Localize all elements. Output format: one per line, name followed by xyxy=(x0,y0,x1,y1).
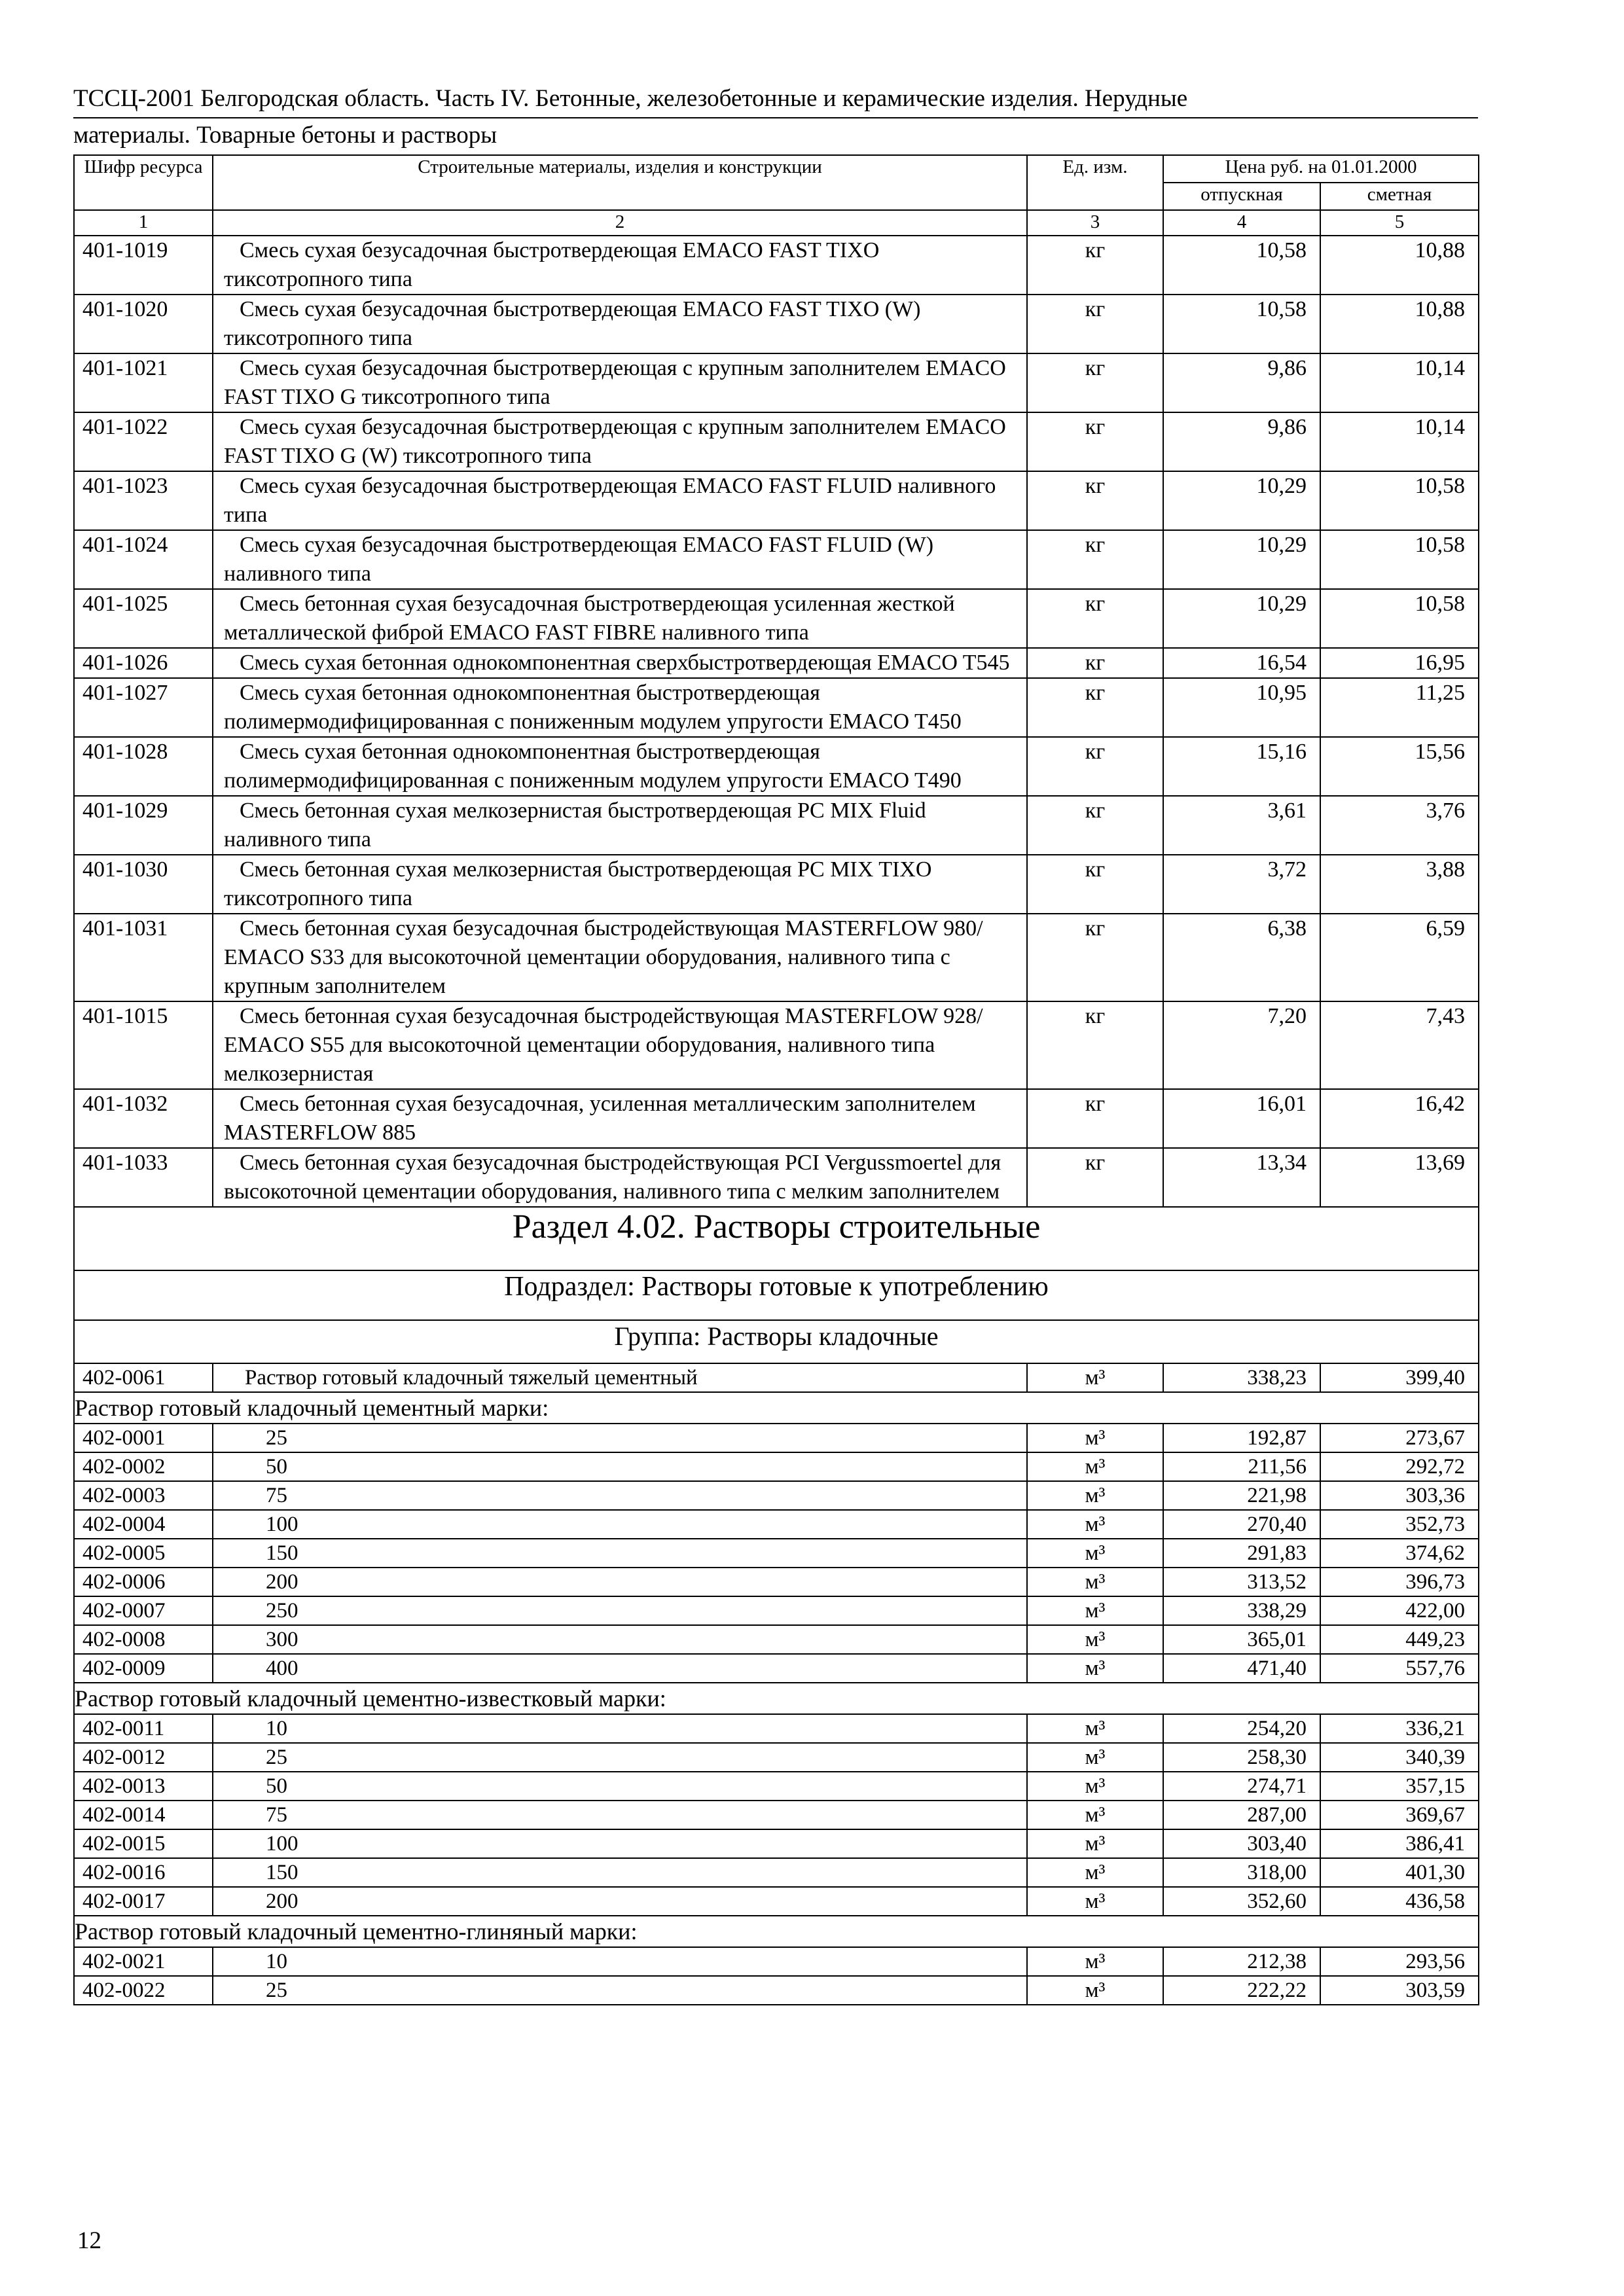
table-row xyxy=(74,1654,1479,1683)
row-release-price: 318,00 xyxy=(1163,1858,1320,1887)
row-grade: 75 xyxy=(213,1801,1027,1829)
table-row xyxy=(74,678,1479,737)
row-unit: кг xyxy=(1027,855,1163,914)
row-release-price: 222,22 xyxy=(1163,1976,1320,2005)
row-release-price: 471,40 xyxy=(1163,1654,1320,1683)
row-estimate-price: 7,43 xyxy=(1320,1001,1479,1089)
row-estimate-price: 436,58 xyxy=(1320,1887,1479,1916)
row-unit: м³ xyxy=(1027,1568,1163,1596)
row-name: Смесь сухая бетонная однокомпонентная быстротвердеющая полимермодифицированная с пониженным модулем упругости EMACO T490 xyxy=(213,737,1027,796)
table-row xyxy=(74,471,1479,530)
row-release-price: 3,61 xyxy=(1163,796,1320,855)
table-row xyxy=(74,530,1479,589)
row-estimate-price: 422,00 xyxy=(1320,1596,1479,1625)
row-code: 402-0006 xyxy=(74,1568,213,1596)
row-code: 401-1027 xyxy=(74,678,213,737)
row-estimate-price: 292,72 xyxy=(1320,1452,1479,1481)
row-code: 401-1033 xyxy=(74,1148,213,1207)
table-row xyxy=(74,1089,1479,1148)
row-estimate-price: 293,56 xyxy=(1320,1947,1479,1976)
row-release-price: 212,38 xyxy=(1163,1947,1320,1976)
row-estimate-price: 3,76 xyxy=(1320,796,1479,855)
table-row xyxy=(74,1829,1479,1858)
row-code: 402-0005 xyxy=(74,1539,213,1568)
table-row xyxy=(74,1148,1479,1207)
row-unit: м³ xyxy=(1027,1510,1163,1539)
row-estimate-price: 10,58 xyxy=(1320,589,1479,648)
row-code: 402-0061 xyxy=(74,1363,213,1392)
row-unit: кг xyxy=(1027,471,1163,530)
row-code: 401-1026 xyxy=(74,648,213,678)
row-code: 401-1028 xyxy=(74,737,213,796)
row-estimate-price: 557,76 xyxy=(1320,1654,1479,1683)
row-unit: кг xyxy=(1027,648,1163,678)
row-unit: кг xyxy=(1027,353,1163,412)
row-estimate-price: 16,95 xyxy=(1320,648,1479,678)
row-name: Смесь сухая безусадочная быстротвердеющая с крупным заполнителем EMACO FAST TIXO G тиксотропного типа xyxy=(213,353,1027,412)
table-row xyxy=(74,1947,1479,1976)
row-unit: м³ xyxy=(1027,1976,1163,2005)
row-code: 401-1030 xyxy=(74,855,213,914)
group-subheading: Раствор готовый кладочный цементно-глиняный марки: xyxy=(74,1916,1479,1947)
row-release-price: 15,16 xyxy=(1163,737,1320,796)
row-grade: 75 xyxy=(213,1481,1027,1510)
header-title-line-2: материалы. Товарные бетоны и растворы xyxy=(73,122,497,149)
row-unit: м³ xyxy=(1027,1481,1163,1510)
row-unit: м³ xyxy=(1027,1801,1163,1829)
row-estimate-price: 10,14 xyxy=(1320,412,1479,471)
row-unit: м³ xyxy=(1027,1363,1163,1392)
row-release-price: 10,58 xyxy=(1163,236,1320,295)
row-name: Смесь бетонная сухая мелкозернистая быстротвердеющая PC MIX TIXO тиксотропного типа xyxy=(213,855,1027,914)
row-grade: 100 xyxy=(213,1829,1027,1858)
mortar-groups-body xyxy=(74,1392,1479,2005)
row-code: 402-0021 xyxy=(74,1947,213,1976)
row-unit: кг xyxy=(1027,796,1163,855)
row-unit: м³ xyxy=(1027,1858,1163,1887)
table-row xyxy=(74,1481,1479,1510)
page-number: 12 xyxy=(77,2227,101,2254)
row-grade: 25 xyxy=(213,1976,1027,2005)
row-code: 402-0011 xyxy=(74,1714,213,1743)
row-name: Смесь бетонная сухая безусадочная, усиленная металлическим заполнителем MASTERFLOW 885 xyxy=(213,1089,1027,1148)
row-name: Смесь бетонная сухая безусадочная быстродействующая MASTERFLOW 980/ EMACO S33 для высокоточной цементации оборудования, наливного типа с крупным заполнителем xyxy=(213,914,1027,1001)
row-estimate-price: 15,56 xyxy=(1320,737,1479,796)
table-row xyxy=(74,796,1479,855)
row-release-price: 9,86 xyxy=(1163,353,1320,412)
row-unit: м³ xyxy=(1027,1772,1163,1801)
row-estimate-price: 3,88 xyxy=(1320,855,1479,914)
row-code: 401-1029 xyxy=(74,796,213,855)
row-release-price: 313,52 xyxy=(1163,1568,1320,1596)
col-header-unit: Ед. изм. xyxy=(1027,155,1163,210)
row-code: 401-1032 xyxy=(74,1089,213,1148)
row-code: 402-0014 xyxy=(74,1801,213,1829)
table-header xyxy=(74,155,1479,236)
row-estimate-price: 340,39 xyxy=(1320,1743,1479,1772)
row-grade: 10 xyxy=(213,1947,1027,1976)
row-estimate-price: 386,41 xyxy=(1320,1829,1479,1858)
row-estimate-price: 399,40 xyxy=(1320,1363,1479,1392)
row-grade: 150 xyxy=(213,1539,1027,1568)
row-unit: кг xyxy=(1027,1089,1163,1148)
row-unit: кг xyxy=(1027,1148,1163,1207)
row-code: 402-0003 xyxy=(74,1481,213,1510)
row-code: 402-0008 xyxy=(74,1625,213,1654)
row-grade: 200 xyxy=(213,1568,1027,1596)
row-release-price: 287,00 xyxy=(1163,1801,1320,1829)
page-header xyxy=(73,84,1478,149)
table-row xyxy=(74,648,1479,678)
table-row xyxy=(74,1596,1479,1625)
table-row xyxy=(74,1858,1479,1887)
row-unit: кг xyxy=(1027,295,1163,353)
group-subheading: Раствор готовый кладочный цементно-известковый марки: xyxy=(74,1683,1479,1714)
table-row xyxy=(74,914,1479,1001)
col-header-estimate: сметная xyxy=(1320,183,1479,210)
row-name: Смесь бетонная сухая безусадочная быстродействующая MASTERFLOW 928/ EMACO S55 для высокоточной цементации оборудования, наливного типа мелкозернистая xyxy=(213,1001,1027,1089)
row-grade: 200 xyxy=(213,1887,1027,1916)
row-unit: м³ xyxy=(1027,1887,1163,1916)
row-grade: 300 xyxy=(213,1625,1027,1654)
row-release-price: 9,86 xyxy=(1163,412,1320,471)
row-estimate-price: 16,42 xyxy=(1320,1089,1479,1148)
row-release-price: 10,29 xyxy=(1163,530,1320,589)
section-title: Раздел 4.02. Растворы строительные xyxy=(74,1207,1479,1270)
row-name: Смесь сухая бетонная однокомпонентная быстротвердеющая полимермодифицированная с пониженным модулем упругости EMACO T450 xyxy=(213,678,1027,737)
row-code: 402-0017 xyxy=(74,1887,213,1916)
row-estimate-price: 369,67 xyxy=(1320,1801,1479,1829)
row-code: 402-0001 xyxy=(74,1424,213,1452)
table-row xyxy=(74,855,1479,914)
table-row xyxy=(74,1801,1479,1829)
row-release-price: 16,54 xyxy=(1163,648,1320,678)
row-release-price: 258,30 xyxy=(1163,1743,1320,1772)
row-name: Раствор готовый кладочный тяжелый цементный xyxy=(213,1363,1027,1392)
row-code: 402-0016 xyxy=(74,1858,213,1887)
row-name: Смесь бетонная сухая безусадочная быстротвердеющая усиленная жесткой металлической фиброй EMACO FAST FIBRE наливного типа xyxy=(213,589,1027,648)
col-header-release: отпускная xyxy=(1163,183,1320,210)
table-row xyxy=(74,1976,1479,2005)
materials-body xyxy=(74,236,1479,1207)
col-number-2: 2 xyxy=(213,210,1027,236)
section-headings xyxy=(74,1207,1479,1392)
row-unit: м³ xyxy=(1027,1424,1163,1452)
row-unit: м³ xyxy=(1027,1596,1163,1625)
row-estimate-price: 401,30 xyxy=(1320,1858,1479,1887)
table-row xyxy=(74,589,1479,648)
row-estimate-price: 10,58 xyxy=(1320,471,1479,530)
row-estimate-price: 10,58 xyxy=(1320,530,1479,589)
row-unit: м³ xyxy=(1027,1743,1163,1772)
row-release-price: 270,40 xyxy=(1163,1510,1320,1539)
row-estimate-price: 10,88 xyxy=(1320,236,1479,295)
row-unit: кг xyxy=(1027,530,1163,589)
row-name: Смесь сухая бетонная однокомпонентная сверхбыстротвердеющая EMACO T545 xyxy=(213,648,1027,678)
row-release-price: 291,83 xyxy=(1163,1539,1320,1568)
row-release-price: 6,38 xyxy=(1163,914,1320,1001)
group-subheading: Раствор готовый кладочный цементный марки: xyxy=(74,1392,1479,1424)
group-subheading-row xyxy=(74,1916,1479,1947)
table-row xyxy=(74,295,1479,353)
row-grade: 50 xyxy=(213,1772,1027,1801)
table-row xyxy=(74,1539,1479,1568)
col-number-4: 4 xyxy=(1163,210,1320,236)
row-estimate-price: 374,62 xyxy=(1320,1539,1479,1568)
price-table xyxy=(73,154,1479,2005)
row-name: Смесь сухая безусадочная быстротвердеющая EMACO FAST FLUID наливного типа xyxy=(213,471,1027,530)
row-release-price: 352,60 xyxy=(1163,1887,1320,1916)
row-unit: кг xyxy=(1027,589,1163,648)
row-release-price: 303,40 xyxy=(1163,1829,1320,1858)
table-row xyxy=(74,1424,1479,1452)
row-release-price: 338,23 xyxy=(1163,1363,1320,1392)
row-release-price: 274,71 xyxy=(1163,1772,1320,1801)
row-unit: м³ xyxy=(1027,1452,1163,1481)
table-row xyxy=(74,1363,1479,1392)
row-release-price: 3,72 xyxy=(1163,855,1320,914)
row-unit: кг xyxy=(1027,1001,1163,1089)
row-estimate-price: 352,73 xyxy=(1320,1510,1479,1539)
row-code: 401-1025 xyxy=(74,589,213,648)
col-number-1: 1 xyxy=(74,210,213,236)
row-release-price: 221,98 xyxy=(1163,1481,1320,1510)
row-grade: 250 xyxy=(213,1596,1027,1625)
table-row xyxy=(74,1510,1479,1539)
row-estimate-price: 396,73 xyxy=(1320,1568,1479,1596)
row-code: 402-0022 xyxy=(74,1976,213,2005)
row-estimate-price: 13,69 xyxy=(1320,1148,1479,1207)
table-row xyxy=(74,353,1479,412)
table-row xyxy=(74,1568,1479,1596)
row-grade: 400 xyxy=(213,1654,1027,1683)
row-code: 402-0009 xyxy=(74,1654,213,1683)
row-release-price: 10,95 xyxy=(1163,678,1320,737)
row-release-price: 254,20 xyxy=(1163,1714,1320,1743)
row-estimate-price: 11,25 xyxy=(1320,678,1479,737)
row-code: 402-0012 xyxy=(74,1743,213,1772)
row-code: 402-0007 xyxy=(74,1596,213,1625)
row-release-price: 192,87 xyxy=(1163,1424,1320,1452)
row-unit: кг xyxy=(1027,737,1163,796)
row-release-price: 365,01 xyxy=(1163,1625,1320,1654)
col-header-name: Строительные материалы, изделия и конструкции xyxy=(213,155,1027,210)
col-number-5: 5 xyxy=(1320,210,1479,236)
row-code: 402-0015 xyxy=(74,1829,213,1858)
row-estimate-price: 303,59 xyxy=(1320,1976,1479,2005)
row-estimate-price: 303,36 xyxy=(1320,1481,1479,1510)
row-unit: м³ xyxy=(1027,1714,1163,1743)
row-code: 402-0002 xyxy=(74,1452,213,1481)
group-subheading-row xyxy=(74,1392,1479,1424)
row-name: Смесь бетонная сухая мелкозернистая быстротвердеющая PC MIX Fluid наливного типа xyxy=(213,796,1027,855)
row-unit: кг xyxy=(1027,412,1163,471)
row-unit: кг xyxy=(1027,914,1163,1001)
row-estimate-price: 10,88 xyxy=(1320,295,1479,353)
row-estimate-price: 10,14 xyxy=(1320,353,1479,412)
row-code: 401-1015 xyxy=(74,1001,213,1089)
row-release-price: 10,29 xyxy=(1163,589,1320,648)
table-row xyxy=(74,412,1479,471)
table-row xyxy=(74,1743,1479,1772)
row-code: 402-0013 xyxy=(74,1772,213,1801)
row-estimate-price: 273,67 xyxy=(1320,1424,1479,1452)
row-release-price: 13,34 xyxy=(1163,1148,1320,1207)
header-title-line-1: ТССЦ-2001 Белгородская область. Часть IV. Бетонные, железобетонные и керамические изделия. Нерудные xyxy=(73,85,1188,112)
table-row xyxy=(74,236,1479,295)
row-release-price: 16,01 xyxy=(1163,1089,1320,1148)
row-code: 401-1024 xyxy=(74,530,213,589)
row-code: 402-0004 xyxy=(74,1510,213,1539)
row-grade: 25 xyxy=(213,1743,1027,1772)
row-unit: кг xyxy=(1027,678,1163,737)
row-grade: 50 xyxy=(213,1452,1027,1481)
table-row xyxy=(74,737,1479,796)
row-release-price: 10,58 xyxy=(1163,295,1320,353)
table-row xyxy=(74,1772,1479,1801)
subsection-title: Подраздел: Растворы готовые к употреблению xyxy=(74,1270,1479,1320)
row-name: Смесь сухая безусадочная быстротвердеющая с крупным заполнителем EMACO FAST TIXO G (W) тиксотропного типа xyxy=(213,412,1027,471)
row-grade: 100 xyxy=(213,1510,1027,1539)
row-unit: м³ xyxy=(1027,1539,1163,1568)
row-code: 401-1019 xyxy=(74,236,213,295)
row-release-price: 10,29 xyxy=(1163,471,1320,530)
table-row xyxy=(74,1714,1479,1743)
row-unit: кг xyxy=(1027,236,1163,295)
row-release-price: 338,29 xyxy=(1163,1596,1320,1625)
row-unit: м³ xyxy=(1027,1654,1163,1683)
row-name: Смесь бетонная сухая безусадочная быстродействующая PCI Vergussmoertel для высокоточной цементации оборудования, наливного типа с мелким заполнителем xyxy=(213,1148,1027,1207)
row-name: Смесь сухая безусадочная быстротвердеющая EMACO FAST TIXO (W) тиксотропного типа xyxy=(213,295,1027,353)
row-release-price: 211,56 xyxy=(1163,1452,1320,1481)
header-rule xyxy=(73,117,1478,118)
row-grade: 10 xyxy=(213,1714,1027,1743)
row-release-price: 7,20 xyxy=(1163,1001,1320,1089)
table-row xyxy=(74,1887,1479,1916)
row-unit: м³ xyxy=(1027,1829,1163,1858)
row-name: Смесь сухая безусадочная быстротвердеющая EMACO FAST FLUID (W) наливного типа xyxy=(213,530,1027,589)
group-title: Группа: Растворы кладочные xyxy=(74,1320,1479,1363)
table-row xyxy=(74,1001,1479,1089)
row-estimate-price: 336,21 xyxy=(1320,1714,1479,1743)
group-subheading-row xyxy=(74,1683,1479,1714)
row-grade: 25 xyxy=(213,1424,1027,1452)
row-grade: 150 xyxy=(213,1858,1027,1887)
col-header-price: Цена руб. на 01.01.2000 xyxy=(1163,155,1479,183)
row-estimate-price: 449,23 xyxy=(1320,1625,1479,1654)
row-code: 401-1021 xyxy=(74,353,213,412)
row-name: Смесь сухая безусадочная быстротвердеющая EMACO FAST TIXO тиксотропного типа xyxy=(213,236,1027,295)
row-unit: м³ xyxy=(1027,1625,1163,1654)
row-code: 401-1022 xyxy=(74,412,213,471)
col-header-code: Шифр ресурса xyxy=(74,155,213,210)
col-number-3: 3 xyxy=(1027,210,1163,236)
row-estimate-price: 6,59 xyxy=(1320,914,1479,1001)
row-code: 401-1020 xyxy=(74,295,213,353)
row-unit: м³ xyxy=(1027,1947,1163,1976)
table-row xyxy=(74,1452,1479,1481)
row-estimate-price: 357,15 xyxy=(1320,1772,1479,1801)
row-code: 401-1031 xyxy=(74,914,213,1001)
row-code: 401-1023 xyxy=(74,471,213,530)
table-row xyxy=(74,1625,1479,1654)
